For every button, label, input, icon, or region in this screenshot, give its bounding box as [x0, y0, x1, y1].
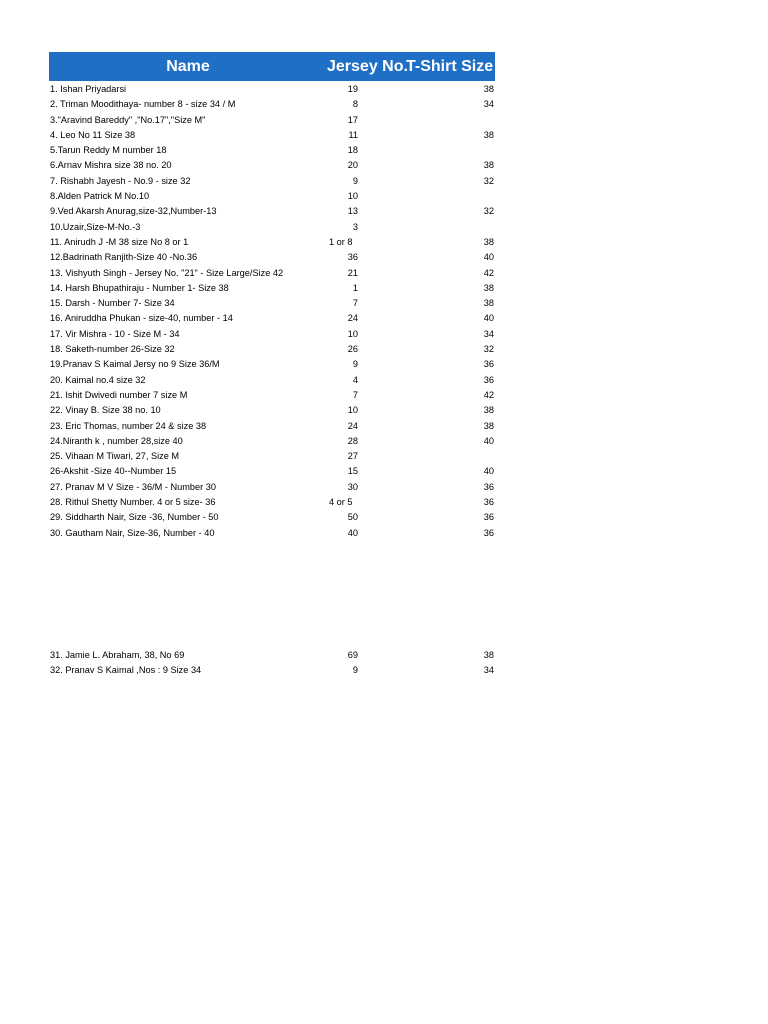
- column-header-jersey[interactable]: Jersey No.: [327, 57, 408, 75]
- table-row: [49, 449, 495, 464]
- cell-jersey[interactable]: 9: [352, 359, 358, 370]
- cell-size[interactable]: 36: [483, 374, 494, 385]
- cell-size[interactable]: 36: [483, 527, 494, 538]
- cell-jersey[interactable]: 11: [348, 129, 358, 140]
- cell-name[interactable]: 12.Badrinath Ranjith-Size 40 -No.36: [50, 252, 198, 263]
- cell-size[interactable]: 36: [483, 359, 494, 370]
- table-row: [49, 204, 495, 219]
- table-row: [49, 82, 495, 97]
- cell-size[interactable]: 38: [483, 298, 494, 309]
- cell-size[interactable]: 40: [483, 252, 494, 263]
- cell-size[interactable]: 38: [483, 129, 494, 140]
- table-row: [49, 128, 495, 143]
- cell-name[interactable]: 3."Aravind Bareddy" ,"No.17","Size M": [50, 114, 206, 125]
- cell-jersey[interactable]: 1: [352, 282, 358, 293]
- cell-name[interactable]: 14. Harsh Bhupathiraju - Number 1- Size 38: [50, 282, 229, 293]
- cell-name[interactable]: 18. Saketh-number 26-Size 32: [50, 344, 175, 355]
- cell-name[interactable]: 25. Vihaan M Tiwari, 27, Size M: [50, 451, 180, 462]
- cell-name[interactable]: 21. Ishit Dwivedi number 7 size M: [50, 389, 188, 400]
- cell-jersey[interactable]: 36: [347, 252, 358, 263]
- cell-name[interactable]: 22. Vinay B. Size 38 no. 10: [50, 405, 161, 416]
- table-row: [49, 327, 495, 342]
- cell-jersey[interactable]: 24: [347, 420, 358, 431]
- cell-jersey[interactable]: 15: [347, 466, 358, 477]
- cell-name[interactable]: 11. Anirudh J -M 38 size No 8 or 1: [50, 236, 189, 247]
- cell-size[interactable]: [406, 143, 495, 158]
- cell-jersey[interactable]: 7: [352, 298, 358, 309]
- cell-size[interactable]: 42: [483, 267, 494, 278]
- cell-size[interactable]: 36: [483, 497, 494, 508]
- cell-name[interactable]: 19.Pranav S Kaimal Jersy no 9 Size 36/M: [50, 359, 220, 370]
- cell-name[interactable]: 26-Akshit -Size 40--Number 15: [50, 466, 177, 477]
- cell-name[interactable]: 10.Uzair,Size-M-No.-3: [50, 221, 141, 232]
- table-row: [49, 97, 495, 112]
- table-row: [49, 281, 495, 296]
- cell-jersey[interactable]: 28: [347, 435, 358, 446]
- table-row: [49, 373, 495, 388]
- rows-group-1: [49, 82, 495, 541]
- cell-jersey[interactable]: 9: [352, 665, 358, 676]
- cell-jersey[interactable]: 27: [347, 451, 358, 462]
- cell-name[interactable]: 23. Eric Thomas, number 24 & size 38: [50, 420, 207, 431]
- cell-jersey[interactable]: 26: [347, 344, 358, 355]
- cell-jersey[interactable]: 21: [347, 267, 358, 278]
- cell-size[interactable]: 38: [483, 160, 494, 171]
- table-row: [49, 311, 495, 326]
- cell-jersey[interactable]: 18: [347, 145, 358, 156]
- cell-size[interactable]: 32: [483, 206, 494, 217]
- cell-size[interactable]: 36: [483, 512, 494, 523]
- cell-size[interactable]: 38: [483, 420, 494, 431]
- cell-jersey[interactable]: 8: [352, 99, 358, 110]
- cell-jersey[interactable]: 4 or 5: [329, 497, 353, 508]
- cell-size[interactable]: 40: [483, 466, 494, 477]
- cell-jersey[interactable]: 7: [352, 389, 358, 400]
- cell-jersey[interactable]: 10: [347, 328, 358, 339]
- cell-jersey[interactable]: 17: [347, 114, 358, 125]
- table-row: [49, 388, 495, 403]
- table-row: [49, 510, 495, 525]
- cell-size[interactable]: [406, 189, 495, 204]
- column-header-name[interactable]: Name: [166, 57, 210, 75]
- cell-name[interactable]: 9.Ved Akarsh Anurag,size-32,Number-13: [50, 206, 217, 217]
- cell-jersey[interactable]: 19: [347, 84, 358, 94]
- cell-size[interactable]: 34: [483, 328, 494, 339]
- table-row: [49, 663, 495, 678]
- cell-size[interactable]: 38: [483, 282, 494, 293]
- cell-name[interactable]: 6.Arnav Mishra size 38 no. 20: [50, 160, 172, 171]
- table-row: [49, 434, 495, 449]
- cell-name[interactable]: 29. Siddharth Nair, Size -36, Number - 50: [50, 512, 219, 523]
- rows-group-2: [49, 648, 495, 679]
- cell-size[interactable]: [406, 113, 495, 128]
- spreadsheet: [49, 52, 495, 679]
- cell-size[interactable]: 40: [483, 435, 494, 446]
- header-row: [49, 52, 495, 81]
- cell-jersey[interactable]: 10: [347, 191, 358, 202]
- cell-jersey[interactable]: 50: [347, 512, 358, 523]
- cell-name[interactable]: 17. Vir Mishra - 10 - Size M - 34: [50, 328, 180, 339]
- column-header-size[interactable]: T-Shirt Size: [406, 57, 494, 75]
- cell-jersey[interactable]: 20: [347, 160, 358, 171]
- cell-name[interactable]: 7. Rishabh Jayesh - No.9 - size 32: [50, 175, 191, 186]
- cell-name[interactable]: 5.Tarun Reddy M number 18: [50, 145, 167, 156]
- cell-jersey[interactable]: 69: [347, 649, 358, 660]
- cell-jersey[interactable]: 24: [347, 313, 358, 324]
- cell-jersey[interactable]: 1 or 8: [329, 236, 353, 247]
- cell-jersey[interactable]: 9: [352, 175, 358, 186]
- cell-size[interactable]: 38: [483, 649, 494, 660]
- cell-size[interactable]: 38: [483, 84, 494, 94]
- cell-jersey[interactable]: 10: [347, 405, 358, 416]
- cell-name[interactable]: 15. Darsh - Number 7- Size 34: [50, 298, 175, 309]
- cell-name[interactable]: 8.Alden Patrick M No.10: [50, 191, 150, 202]
- cell-name[interactable]: 27. Pranav M V Size - 36/M - Number 30: [50, 481, 216, 492]
- cell-size[interactable]: 38: [483, 236, 494, 247]
- table-row: [49, 403, 495, 418]
- cell-size[interactable]: 32: [483, 344, 494, 355]
- table-row: [49, 296, 495, 311]
- cell-size[interactable]: 42: [483, 389, 494, 400]
- cell-size[interactable]: 34: [483, 99, 494, 110]
- cell-size[interactable]: 34: [483, 665, 494, 676]
- cell-name[interactable]: 20. Kaimal no.4 size 32: [50, 374, 146, 385]
- cell-size[interactable]: [406, 449, 495, 464]
- cell-jersey[interactable]: 3: [352, 221, 358, 232]
- cell-name[interactable]: 1. Ishan Priyadarsi: [50, 84, 127, 94]
- cell-jersey[interactable]: 40: [347, 527, 358, 538]
- table-row: [49, 113, 495, 128]
- cell-size[interactable]: 40: [483, 313, 494, 324]
- cell-name[interactable]: 32. Pranav S Kaimal ,Nos : 9 Size 34: [50, 665, 202, 676]
- table-row: [49, 480, 495, 495]
- cell-size[interactable]: 32: [483, 175, 494, 186]
- table-row: [49, 158, 495, 173]
- table-row: [49, 357, 495, 372]
- cell-name[interactable]: 30. Gautham Nair, Size-36, Number - 40: [50, 527, 215, 538]
- table-row: [49, 235, 495, 250]
- table-row: [49, 143, 495, 158]
- table-row: [49, 342, 495, 357]
- table-row: [49, 220, 495, 235]
- table-row: [49, 495, 495, 510]
- table-row: [49, 526, 495, 541]
- table-row: [49, 174, 495, 189]
- cell-name[interactable]: 16. Aniruddha Phukan - size-40, number - 14: [50, 313, 233, 324]
- cell-name[interactable]: 24.Niranth k , number 28,size 40: [50, 435, 183, 446]
- table-row: [49, 250, 495, 265]
- table-row: [49, 189, 495, 204]
- cell-jersey[interactable]: 13: [347, 206, 358, 217]
- cell-name[interactable]: 4. Leo No 11 Size 38: [50, 129, 136, 140]
- cell-jersey[interactable]: 30: [347, 481, 358, 492]
- table-row: [49, 648, 495, 663]
- table-row: [49, 419, 495, 434]
- cell-jersey[interactable]: 4: [352, 374, 358, 385]
- table-row: [49, 464, 495, 479]
- cell-name[interactable]: 31. Jamie L. Abraham, 38, No 69: [50, 649, 185, 660]
- cell-name[interactable]: 13. Vishyuth Singh - Jersey No. "21" - Size Large/Size 42: [50, 267, 284, 278]
- cell-size[interactable]: 38: [483, 405, 494, 416]
- table-row: [49, 266, 495, 281]
- empty-rows: [49, 541, 495, 647]
- cell-size[interactable]: 36: [483, 481, 494, 492]
- cell-name[interactable]: 28. Rithul Shetty Number. 4 or 5 size- 36: [50, 497, 216, 508]
- cell-size[interactable]: [406, 220, 495, 235]
- cell-name[interactable]: 2. Triman Moodithaya- number 8 - size 34 / M: [50, 99, 236, 110]
